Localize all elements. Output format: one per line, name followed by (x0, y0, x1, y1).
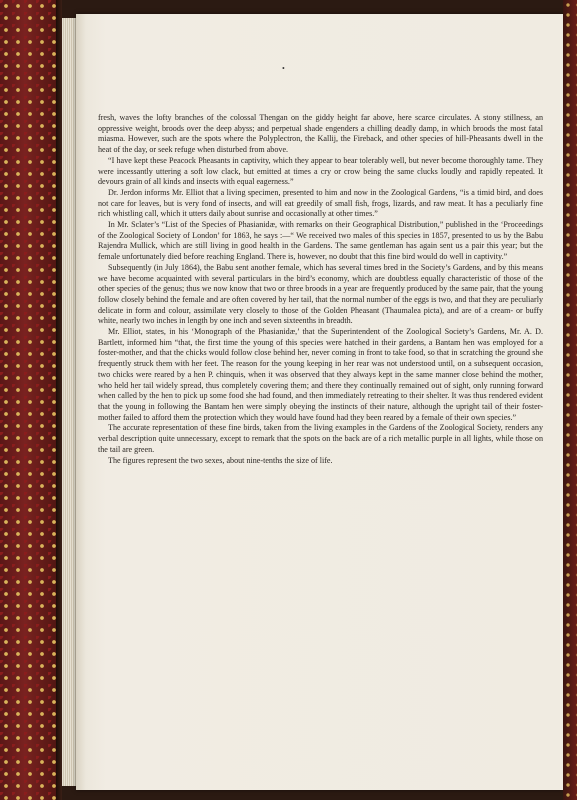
paragraph: The accurate representation of these fine birds, taken from the living examples in the Gardens of the Zoological Society, renders any verbal description quite unnecessary, except to remark that the spots on the back are of a rich metallic purple in all lights, while those on the tail are green. (98, 423, 543, 454)
paragraph: In Mr. Sclater’s “List of the Species of Phasianidæ, with remarks on their Geographical Distribution,” published in the ‘Proceedings of the Zoological Society of London’ for 1863, he says :—“ We received two males of this species in 1857, presented to us by the Babu Rajendra Mullick, which are still living in good health in the Gardens. The same gentleman has again sent us a pair this year; but the female unfortunately died before reaching England. There is, however, no doubt that this fine bird would do well in captivity.” (98, 220, 543, 262)
paragraph: Mr. Elliot, states, in his ‘Monograph of the Phasianidæ,’ that the Superintendent of the Zoological Society’s Gardens, Mr. A. D. Bartlett, informed him “that, the first time the young of this species were hatched in their gardens, a Bantam hen was employed for a foster-mother, and that the chicks would follow close behind her, never coming in front to take food, so that in scratching the ground she frequently struck them with her feet. The reason for the young keeping in her rear was not understood until, on a subsequent occasion, two chicks were reared by a hen P. chinquis, when it was observed that they always kept in the same manner close behind the mother, who held her tail widely spread, thus completely covering them; and there they continually remained out of sight, only running forward when called by the hen to pick up some food she had found, and then immediately retreating to their shelter. It was thus rendered evident that the young in following the Bantam hen were simply obeying the instincts of their nature, although the upright tail of their foster-mother failed to afford them the protection which they would have found had they been reared by a female of their own species.” (98, 327, 543, 422)
book-cover-left (0, 0, 62, 800)
paragraph: The figures represent the two sexes, about nine-tenths the size of life. (108, 455, 333, 465)
paragraph: Dr. Jerdon informs Mr. Elliot that a living specimen, presented to him and now in the Zoological Gardens, “is a timid bird, and does not care for leaves, but is very fond of insects, and will eat greedily of small fish, frogs, lizards, and raw meat. It has a peculiarly fine rich whistling call, which it utters daily about sunrise and occasionally at other times.” (98, 187, 543, 219)
page-edges (62, 18, 76, 786)
paragraph: fresh, waves the lofty branches of the colossal Thengan on the giddy height far above, here scarce circulates. A stony stillness, an oppressive weight, broods over the deep abyss; and perpetual shade engenders a chilling deadly damp, in which broods the most fatal miasma. However, such are the spots where the Polyplectron, the Kallij, the Fireback, and other species of hill-Pheasants dwell in the heat of the day, or seek refuge when disturbed from above. (98, 113, 543, 155)
body-text (98, 113, 543, 466)
page-marker: • (282, 64, 285, 73)
paragraph: Subsequently (in July 1864), the Babu sent another female, which has several times bred in the Society’s Gardens, and by this means we have become acquainted with several particulars in the bird’s economy, which are doubtless equally characteristic of those of the other species of the genus; thus we now know that two or three broods in a year are frequently produced by the same pair, that the young follow closely behind the female and are often covered by her tail, that the normal number of the eggs is two, and that they are peculiarly delicate in form and colour, assimilate very closely to those of the Golden Pheasant (Thaumalea picta), and are of a cream- or buffy white, nearly two inches in length by one inch and seven sixteenths in breadth. (98, 262, 543, 326)
paragraph: “I have kept these Peacock Pheasants in captivity, which they appear to bear tolerably well, but never become thoroughly tame. They were incessantly uttering a soft low clack, but emitted at times a cry or crow being the same clucks loudly and rapidly repeated. It devours grain of all kinds and insects with equal eagerness.” (98, 155, 543, 187)
book-cover-right (563, 0, 577, 800)
